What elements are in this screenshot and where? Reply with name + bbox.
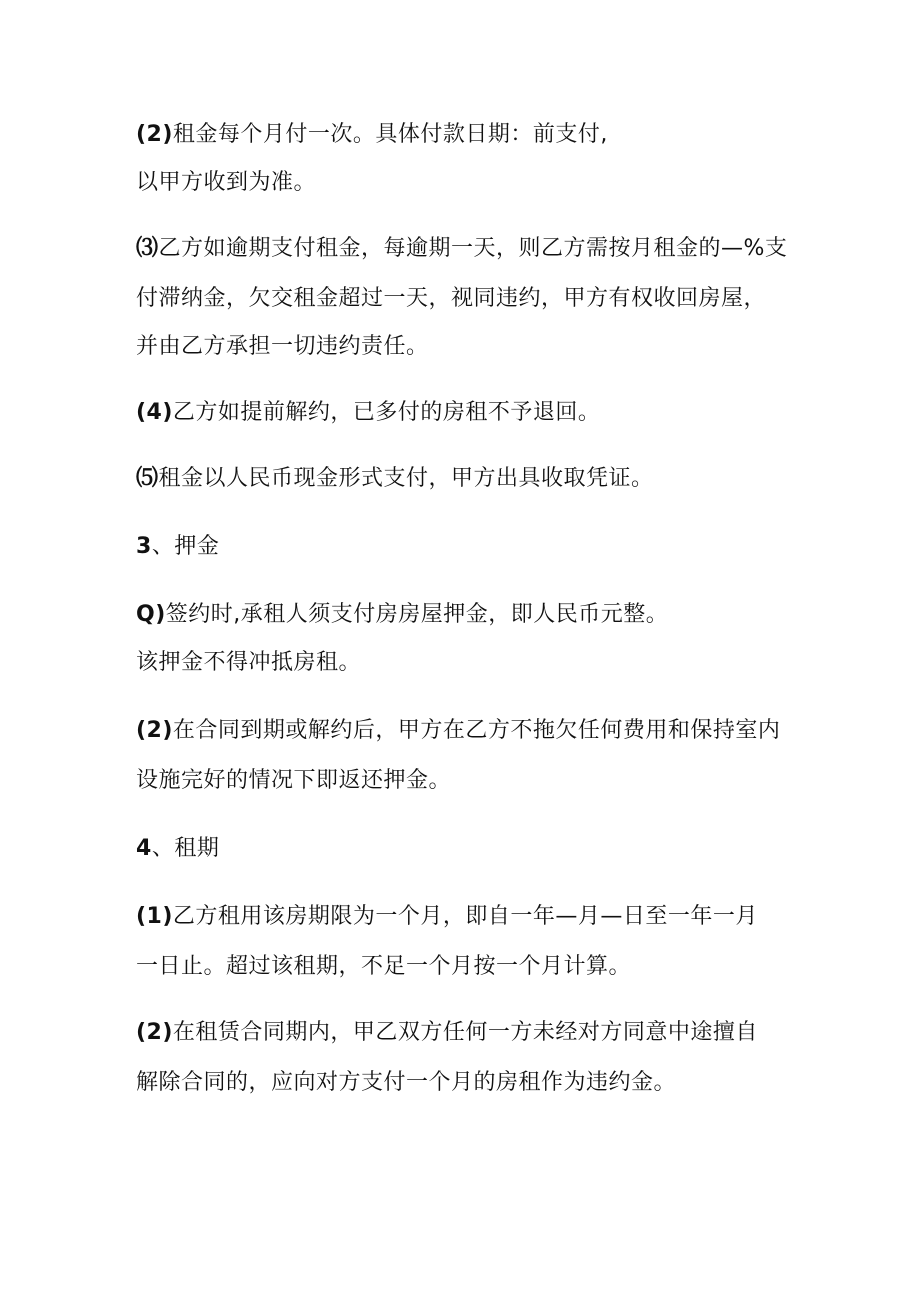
paragraph-9-text-2: 一日止。超过该租期，不足一个月按一个月计算。 xyxy=(136,954,632,979)
paragraph-1-line-1 xyxy=(136,120,796,150)
paragraph-2-marker: ⑶ xyxy=(136,236,159,261)
paragraph-4-text-1: 租金以人民币现金形式支付，甲方出具收取凭证。 xyxy=(158,466,654,491)
paragraph-2-text-2: 付滞纳金，欠交租金超过一天，视同违约，甲方有权收回房屋， xyxy=(136,286,767,311)
paragraph-1-text-2: 以甲方收到为准。 xyxy=(136,170,317,195)
paragraph-9-marker: (1) xyxy=(136,904,173,929)
paragraph-1-text-1: 租金每个月付一次。具体付款日期：前支付, xyxy=(172,122,608,147)
paragraph-2-text-3: 并由乙方承担一切违约责任。 xyxy=(136,334,429,359)
paragraph-1-marker: (2) xyxy=(136,122,173,147)
paragraph-2-line-2 xyxy=(136,284,796,314)
paragraph-7-marker: (2) xyxy=(136,718,173,743)
paragraph-6-text-1: 签约时,承租人须支付房房屋押金，即人民币元整。 xyxy=(165,602,669,627)
paragraph-10-text-2: 解除合同的，应向对方支付一个月的房租作为违约金。 xyxy=(136,1070,677,1095)
section-4-number: 4 xyxy=(136,836,152,861)
paragraph-2-text-1: 乙方如逾期支付租金，每逾期一天，则乙方需按月租金的—%支 xyxy=(158,236,788,261)
paragraph-7-text-1: 在合同到期或解约后，甲方在乙方不拖欠任何费用和保持室内 xyxy=(172,718,781,743)
paragraph-4-marker: ⑸ xyxy=(136,466,159,491)
paragraph-6-line-2 xyxy=(136,648,796,678)
paragraph-10-line-1 xyxy=(136,1018,796,1048)
section-3-heading xyxy=(136,532,796,562)
section-4-heading xyxy=(136,834,796,864)
paragraph-4-line-1 xyxy=(136,464,796,494)
paragraph-1-line-2 xyxy=(136,168,796,198)
paragraph-2-line-3 xyxy=(136,332,796,362)
paragraph-10-marker: (2) xyxy=(136,1020,173,1045)
paragraph-9-line-2 xyxy=(136,952,796,982)
paragraph-7-line-2 xyxy=(136,766,796,796)
paragraph-10-line-2 xyxy=(136,1068,796,1098)
paragraph-10-text-1: 在租赁合同期内，甲乙双方任何一方未经对方同意中途擅自 xyxy=(172,1020,758,1045)
paragraph-6-line-1 xyxy=(136,600,796,630)
paragraph-9-text-1: 乙方租用该房期限为一个月，即自一年—月—日至一年一月 xyxy=(172,904,758,929)
paragraph-9-line-1 xyxy=(136,902,796,932)
section-3-title: 、押金 xyxy=(151,534,220,559)
paragraph-7-line-1 xyxy=(136,716,796,746)
paragraph-3-line-1 xyxy=(136,398,796,428)
paragraph-2-line-1 xyxy=(136,234,796,264)
section-4-title: 、租期 xyxy=(151,836,220,861)
section-3-number: 3 xyxy=(136,534,152,559)
paragraph-6-text-2: 该押金不得冲抵房租。 xyxy=(136,650,362,675)
paragraph-7-text-2: 设施完好的情况下即返还押金。 xyxy=(136,768,452,793)
paragraph-6-marker: Q) xyxy=(136,602,166,627)
paragraph-3-marker: (4) xyxy=(136,400,173,425)
paragraph-3-text-1: 乙方如提前解约，已多付的房租不予退回。 xyxy=(172,400,601,425)
